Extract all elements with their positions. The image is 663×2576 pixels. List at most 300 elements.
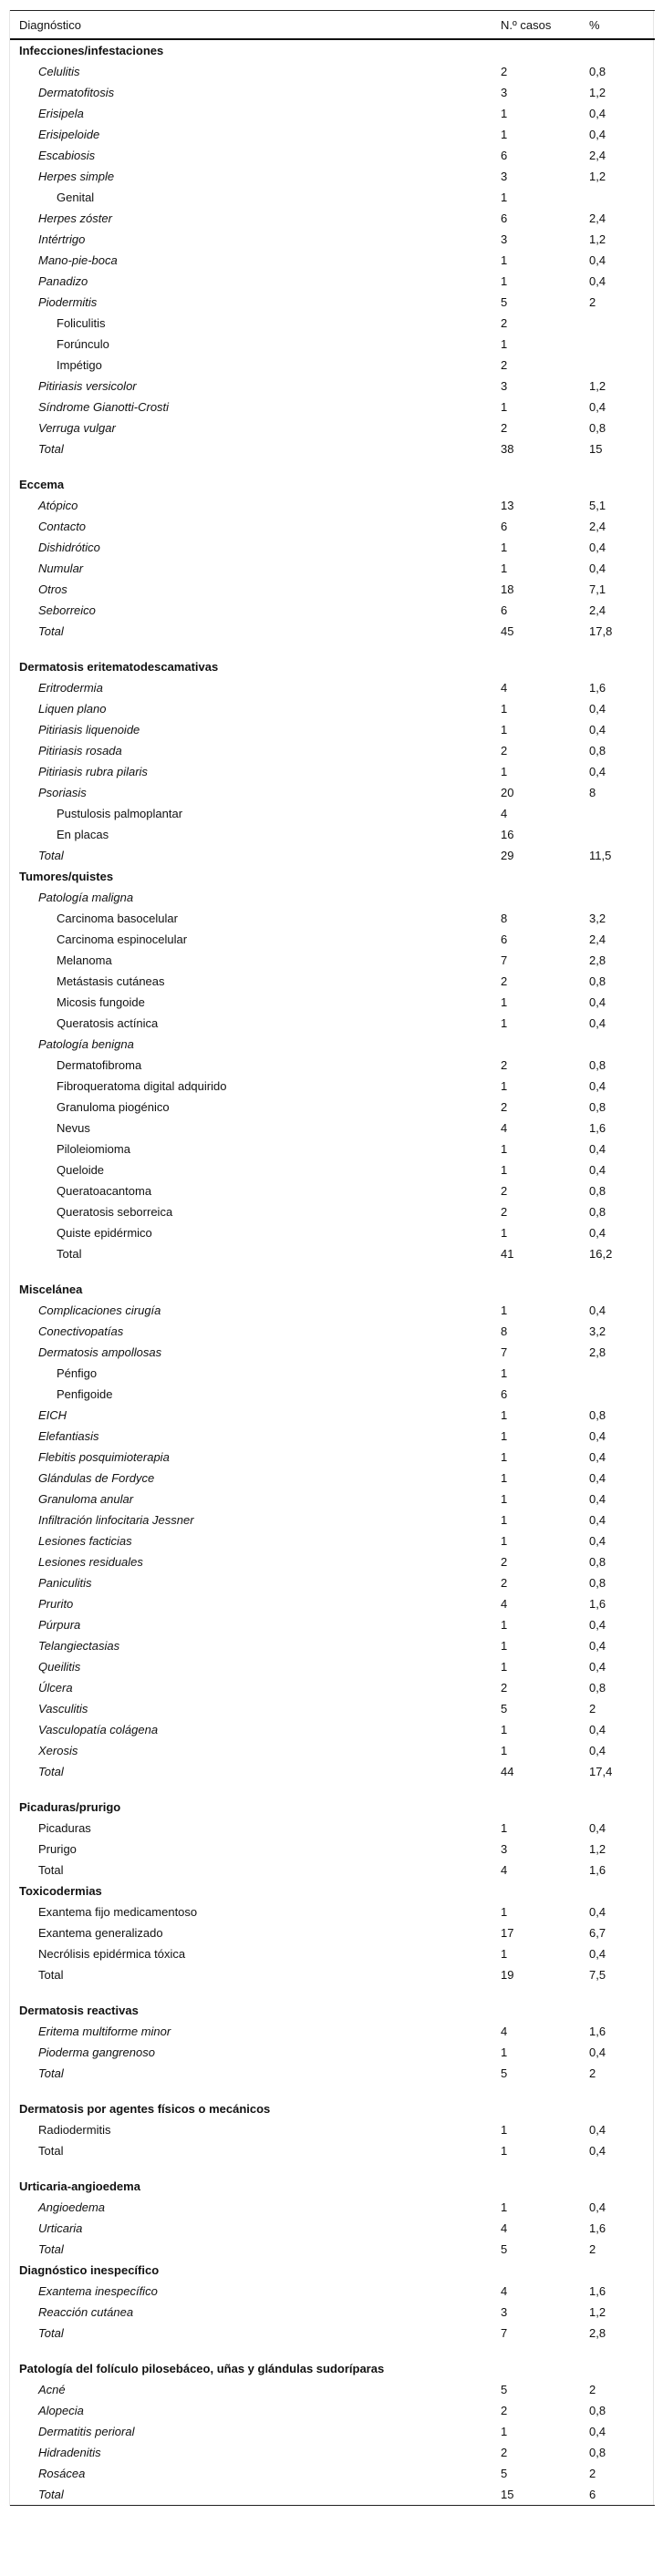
cases-cell	[501, 887, 589, 908]
diagnosis-label: Carcinoma espinocelular	[57, 933, 188, 946]
percent-cell: 17,4	[589, 1765, 613, 1778]
percent-cell: 2,8	[589, 953, 606, 967]
percent-cell: 0,4	[589, 723, 606, 737]
diagnosis-label: Glándulas de Fordyce	[38, 1471, 155, 1485]
cases-cell: 1	[501, 2425, 508, 2438]
diagnosis-label: Telangiectasias	[38, 1639, 120, 1653]
diagnosis-label: Foliculitis	[57, 316, 106, 330]
item-row	[10, 124, 655, 145]
percent-cell: 0,4	[589, 1492, 606, 1506]
diagnosis-label: Metástasis cutáneas	[57, 974, 165, 988]
percent-cell: 0,4	[589, 2045, 606, 2059]
diagnosis-cell	[10, 313, 501, 334]
item-row	[10, 740, 655, 761]
subitem-row	[10, 313, 655, 334]
percent-cell: 0,4	[589, 562, 606, 575]
spacer-row	[10, 2084, 655, 2098]
diagnosis-cell	[10, 271, 501, 292]
spacer-cell	[10, 2161, 655, 2176]
cases-cell: 1	[501, 1618, 508, 1632]
percent-cell	[589, 803, 655, 824]
diagnosis-cell	[10, 229, 501, 250]
percent-cell: 1,6	[589, 2221, 606, 2235]
percent-cell: 0,4	[589, 1744, 606, 1757]
diagnosis-label: Patología benigna	[38, 1037, 134, 1051]
diagnosis-label: Pitiriasis versicolor	[38, 379, 137, 393]
diagnosis-label: Mano-pie-boca	[38, 253, 118, 267]
subitem-row	[10, 1013, 655, 1034]
diagnosis-cell	[10, 397, 501, 417]
cases-cell: 1	[501, 1471, 508, 1485]
cases-cell: 1	[501, 723, 508, 737]
cases-cell: 2	[501, 1184, 508, 1198]
diagnosis-cell	[10, 1943, 501, 1964]
cases-cell: 2	[501, 316, 508, 330]
diagnosis-cell	[10, 2421, 501, 2442]
diagnosis-cell	[10, 950, 501, 971]
category-label: Patología del folículo pilosebáceo, uñas y glándulas sudoríparas	[19, 2362, 385, 2375]
cases-cell: 5	[501, 2242, 508, 2256]
cases-cell: 1	[501, 128, 508, 141]
diagnosis-label: Rosácea	[38, 2467, 86, 2480]
diagnosis-cell	[10, 698, 501, 719]
cases-cell: 2	[501, 1576, 508, 1590]
table-header	[10, 11, 655, 40]
diagnosis-cell	[10, 2463, 501, 2484]
subitem-row	[10, 1222, 655, 1243]
cases-cell: 2	[501, 358, 508, 372]
subitem-row	[10, 1180, 655, 1201]
cases-cell: 8	[501, 1324, 508, 1338]
diagnosis-cell	[10, 537, 501, 558]
cases-cell: 19	[501, 1968, 514, 1982]
diagnosis-label: Pustulosis palmoplantar	[57, 807, 183, 820]
diagnosis-cell	[10, 1159, 501, 1180]
cases-cell: 1	[501, 1660, 508, 1674]
category-cell	[10, 866, 655, 887]
category-cell	[10, 656, 655, 677]
item-row	[10, 208, 655, 229]
diagnosis-cell	[10, 1818, 501, 1839]
cases-cell: 2	[501, 2404, 508, 2417]
category-row	[10, 2098, 655, 2119]
cases-cell: 2	[501, 421, 508, 435]
cases-cell: 1	[501, 1016, 508, 1030]
cases-cell: 3	[501, 379, 508, 393]
category-label: Dermatosis por agentes físicos o mecánicos	[19, 2102, 271, 2116]
diagnosis-label: Numular	[38, 562, 84, 575]
percent-cell	[589, 313, 655, 334]
diagnosis-label: Dermatitis perioral	[38, 2425, 135, 2438]
cases-cell: 6	[501, 933, 508, 946]
diagnosis-cell	[10, 1384, 501, 1405]
diagnosis-cell	[10, 1572, 501, 1593]
percent-cell: 0,8	[589, 1408, 606, 1422]
diagnosis-cell	[10, 2218, 501, 2239]
diagnosis-cell	[10, 495, 501, 516]
subitem-row	[10, 1118, 655, 1139]
diagnosis-cell	[10, 992, 501, 1013]
spacer-cell	[10, 2344, 655, 2358]
diagnosis-cell	[10, 558, 501, 579]
percent-cell	[589, 887, 655, 908]
percent-cell: 0,4	[589, 1639, 606, 1653]
category-label: Picaduras/prurigo	[19, 1800, 121, 1814]
percent-cell: 0,4	[589, 1513, 606, 1527]
item-row	[10, 782, 655, 803]
diagnosis-cell	[10, 187, 501, 208]
total-label: Total	[38, 1863, 64, 1877]
category-label: Eccema	[19, 478, 65, 491]
subitem-row	[10, 334, 655, 355]
diagnosis-cell	[10, 124, 501, 145]
header-percent: %	[589, 17, 600, 32]
diagnosis-cell	[10, 61, 501, 82]
diagnosis-cell	[10, 1860, 501, 1880]
diagnosis-label: Patología maligna	[38, 891, 134, 904]
diagnosis-cell	[10, 1222, 501, 1243]
diagnosis-label: Escabiosis	[38, 149, 96, 162]
spacer-row	[10, 1264, 655, 1279]
category-label: Tumores/quistes	[19, 870, 114, 883]
percent-cell: 0,4	[589, 400, 606, 414]
total-row	[10, 1860, 655, 1880]
percent-cell: 0,8	[589, 744, 606, 757]
diagnosis-label: Micosis fungoide	[57, 995, 145, 1009]
item-row	[10, 2218, 655, 2239]
percent-cell: 17,8	[589, 624, 613, 638]
cases-cell: 1	[501, 2144, 508, 2158]
category-row	[10, 474, 655, 495]
cases-cell: 5	[501, 2383, 508, 2396]
cases-cell: 4	[501, 807, 508, 820]
diagnosis-cell	[10, 1489, 501, 1510]
item-row	[10, 1034, 655, 1055]
cases-cell: 1	[501, 995, 508, 1009]
cases-cell: 1	[501, 1408, 508, 1422]
cases-cell: 1	[501, 2045, 508, 2059]
category-cell	[10, 39, 655, 61]
cases-cell: 1	[501, 702, 508, 716]
table-body	[10, 39, 655, 2506]
percent-cell: 0,4	[589, 1660, 606, 1674]
cases-cell: 3	[501, 2305, 508, 2319]
percent-cell: 0,8	[589, 2446, 606, 2459]
diagnosis-label: Flebitis posquimioterapia	[38, 1450, 170, 1464]
diagnosis-label: Reacción cutánea	[38, 2305, 134, 2319]
category-row	[10, 2000, 655, 2021]
cases-cell: 1	[501, 274, 508, 288]
cases-cell: 3	[501, 1842, 508, 1856]
category-row	[10, 2358, 655, 2379]
diagnosis-cell	[10, 1034, 501, 1055]
diagnosis-cell	[10, 376, 501, 397]
cases-cell: 1	[501, 107, 508, 120]
percent-cell: 0,4	[589, 1534, 606, 1548]
diagnosis-cell	[10, 1719, 501, 1740]
diagnosis-label: Lesiones facticias	[38, 1534, 132, 1548]
percent-cell: 15	[589, 442, 603, 456]
item-row	[10, 1943, 655, 1964]
percent-cell: 1,6	[589, 1597, 606, 1611]
diagnosis-cell	[10, 1740, 501, 1761]
item-row	[10, 2463, 655, 2484]
diagnosis-cell	[10, 845, 501, 866]
diagnosis-cell	[10, 1964, 501, 1985]
total-label: Total	[38, 2066, 64, 2080]
diagnosis-cell	[10, 908, 501, 929]
diagnosis-label: Elefantiasis	[38, 1429, 99, 1443]
total-label: Total	[38, 442, 64, 456]
diagnosis-cell	[10, 1055, 501, 1076]
category-label: Dermatosis reactivas	[19, 2004, 139, 2017]
cases-cell: 1	[501, 337, 508, 351]
category-row	[10, 2260, 655, 2281]
item-row	[10, 417, 655, 438]
diagnosis-cell	[10, 1677, 501, 1698]
item-row	[10, 579, 655, 600]
diagnosis-cell	[10, 2021, 501, 2042]
cases-cell: 1	[501, 1303, 508, 1317]
diagnosis-cell	[10, 2400, 501, 2421]
cases-cell: 2	[501, 1058, 508, 1072]
cases-cell: 1	[501, 2123, 508, 2137]
diagnosis-cell	[10, 1922, 501, 1943]
category-row	[10, 1880, 655, 1901]
total-label: Total	[38, 2242, 64, 2256]
percent-cell: 2,8	[589, 2326, 606, 2340]
spacer-cell	[10, 642, 655, 656]
item-row	[10, 1530, 655, 1551]
spacer-cell	[10, 1985, 655, 2000]
diagnosis-label: Angioedema	[38, 2200, 105, 2214]
item-row	[10, 761, 655, 782]
total-label: Total	[38, 2488, 64, 2501]
cases-cell: 2	[501, 1205, 508, 1219]
total-row	[10, 2140, 655, 2161]
item-row	[10, 2302, 655, 2323]
diagnosis-cell	[10, 2442, 501, 2463]
diagnosis-label: Necrólisis epidérmica tóxica	[38, 1947, 186, 1961]
subitem-row	[10, 992, 655, 1013]
diagnosis-label: Melanoma	[57, 953, 112, 967]
diagnosis-cell	[10, 2119, 501, 2140]
category-cell	[10, 2098, 655, 2119]
category-label: Dermatosis eritematodescamativas	[19, 660, 219, 674]
diagnosis-cell	[10, 1593, 501, 1614]
diagnosis-cell	[10, 1468, 501, 1489]
item-row	[10, 1593, 655, 1614]
header-diagnosis: Diagnóstico	[19, 17, 81, 32]
cases-cell: 2	[501, 744, 508, 757]
diagnosis-cell	[10, 355, 501, 376]
spacer-cell	[10, 1264, 655, 1279]
diagnosis-label: Pitiriasis liquenoide	[38, 723, 140, 737]
diagnosis-label: Dermatofitosis	[38, 86, 115, 99]
percent-cell: 2,4	[589, 149, 606, 162]
subitem-row	[10, 355, 655, 376]
cases-cell: 1	[501, 562, 508, 575]
diagnosis-cell	[10, 1635, 501, 1656]
item-row	[10, 1447, 655, 1468]
cases-cell: 1	[501, 1142, 508, 1156]
percent-cell: 1,6	[589, 1121, 606, 1135]
cases-cell: 7	[501, 953, 508, 967]
header-cases: N.º casos	[501, 17, 552, 32]
diagnosis-cell	[10, 719, 501, 740]
percent-cell: 0,4	[589, 2425, 606, 2438]
diagnosis-label: Psoriasis	[38, 786, 87, 799]
item-row	[10, 397, 655, 417]
item-row	[10, 495, 655, 516]
item-row	[10, 1300, 655, 1321]
percent-cell: 0,4	[589, 2200, 606, 2214]
category-row	[10, 866, 655, 887]
diagnosis-cell	[10, 1656, 501, 1677]
cases-cell: 6	[501, 603, 508, 617]
category-cell	[10, 1880, 655, 1901]
item-row	[10, 1818, 655, 1839]
cases-cell: 4	[501, 2284, 508, 2298]
diagnosis-label: Síndrome Gianotti-Crosti	[38, 400, 170, 414]
item-row	[10, 1468, 655, 1489]
diagnosis-label: Herpes simple	[38, 170, 115, 183]
percent-cell: 2	[589, 2383, 596, 2396]
percent-cell: 11,5	[589, 849, 612, 862]
spacer-row	[10, 459, 655, 474]
percent-cell: 0,4	[589, 128, 606, 141]
percent-cell: 0,8	[589, 65, 606, 78]
diagnosis-label: Radiodermitis	[38, 2123, 111, 2137]
diagnosis-label: Quiste epidérmico	[57, 1226, 152, 1240]
item-row	[10, 698, 655, 719]
cases-cell: 1	[501, 1226, 508, 1240]
percent-cell: 0,4	[589, 541, 606, 554]
total-row	[10, 2484, 655, 2506]
diagnosis-cell	[10, 887, 501, 908]
diagnosis-label: Herpes zóster	[38, 211, 112, 225]
percent-cell	[589, 824, 655, 845]
spacer-cell	[10, 459, 655, 474]
category-cell	[10, 474, 655, 495]
subitem-row	[10, 1076, 655, 1097]
diagnosis-cell	[10, 2197, 501, 2218]
diagnosis-label: Verruga vulgar	[38, 421, 116, 435]
cases-cell: 15	[501, 2488, 514, 2501]
subitem-row	[10, 908, 655, 929]
diagnosis-cell	[10, 1530, 501, 1551]
item-row	[10, 145, 655, 166]
cases-cell: 1	[501, 253, 508, 267]
percent-cell: 2	[589, 2242, 596, 2256]
diagnosis-cell	[10, 1342, 501, 1363]
percent-cell: 3,2	[589, 912, 606, 925]
subitem-row	[10, 1384, 655, 1405]
cases-cell: 1	[501, 1744, 508, 1757]
total-label: Total	[38, 1765, 64, 1778]
diagnosis-cell	[10, 82, 501, 103]
diagnosis-label: Queratoacantoma	[57, 1184, 152, 1198]
subitem-row	[10, 950, 655, 971]
diagnosis-label: Liquen plano	[38, 702, 107, 716]
diagnosis-cell	[10, 516, 501, 537]
total-row	[10, 845, 655, 866]
cases-cell: 16	[501, 828, 514, 841]
total-row	[10, 2063, 655, 2084]
percent-cell: 0,8	[589, 2404, 606, 2417]
percent-cell: 0,4	[589, 765, 606, 778]
diagnosis-cell	[10, 2042, 501, 2063]
diagnosis-label: Eritema multiforme minor	[38, 2025, 171, 2038]
cases-cell: 38	[501, 442, 514, 456]
percent-cell: 0,8	[589, 1555, 606, 1569]
diagnosis-label: Lesiones residuales	[38, 1555, 143, 1569]
cases-cell: 17	[501, 1926, 514, 1940]
diagnosis-label: Piodermitis	[38, 295, 98, 309]
diagnosis-cell	[10, 600, 501, 621]
percent-cell: 2,8	[589, 1345, 606, 1359]
spacer-row	[10, 2161, 655, 2176]
item-row	[10, 2281, 655, 2302]
cases-cell: 4	[501, 1863, 508, 1877]
diagnosis-cell	[10, 292, 501, 313]
percent-cell: 8	[589, 786, 596, 799]
diagnosis-label: Vasculitis	[38, 1702, 88, 1716]
diagnosis-label: Celulitis	[38, 65, 80, 78]
percent-cell: 0,8	[589, 1681, 606, 1695]
diagnosis-label: Hidradenitis	[38, 2446, 101, 2459]
diagnosis-cell	[10, 1321, 501, 1342]
cases-cell: 13	[501, 499, 514, 512]
diagnosis-cell	[10, 929, 501, 950]
diagnosis-label: Queratosis seborreica	[57, 1205, 173, 1219]
percent-cell: 1,6	[589, 2025, 606, 2038]
diagnosis-cell	[10, 1614, 501, 1635]
diagnosis-label: Contacto	[38, 520, 87, 533]
item-row	[10, 2400, 655, 2421]
diagnosis-cell	[10, 1405, 501, 1426]
item-row	[10, 82, 655, 103]
item-row	[10, 600, 655, 621]
subitem-row	[10, 1201, 655, 1222]
diagnosis-table-container	[9, 10, 654, 2506]
item-row	[10, 2379, 655, 2400]
percent-cell: 6,7	[589, 1926, 606, 1940]
cases-cell: 7	[501, 2326, 508, 2340]
diagnosis-cell	[10, 621, 501, 642]
category-row	[10, 2176, 655, 2197]
item-row	[10, 2197, 655, 2218]
percent-cell: 0,4	[589, 1723, 606, 1736]
percent-cell: 2	[589, 2066, 596, 2080]
cases-cell: 3	[501, 86, 508, 99]
percent-cell	[589, 1034, 655, 1055]
item-row	[10, 558, 655, 579]
diagnosis-cell	[10, 334, 501, 355]
subitem-row	[10, 1159, 655, 1180]
percent-cell: 0,4	[589, 1947, 606, 1961]
item-row	[10, 376, 655, 397]
cases-cell: 1	[501, 1079, 508, 1093]
percent-cell	[589, 1384, 655, 1405]
cases-cell: 1	[501, 1492, 508, 1506]
percent-cell: 2	[589, 295, 596, 309]
item-row	[10, 1698, 655, 1719]
diagnosis-cell	[10, 1201, 501, 1222]
subitem-row	[10, 1097, 655, 1118]
diagnosis-cell	[10, 1698, 501, 1719]
diagnosis-label: EICH	[38, 1408, 67, 1422]
